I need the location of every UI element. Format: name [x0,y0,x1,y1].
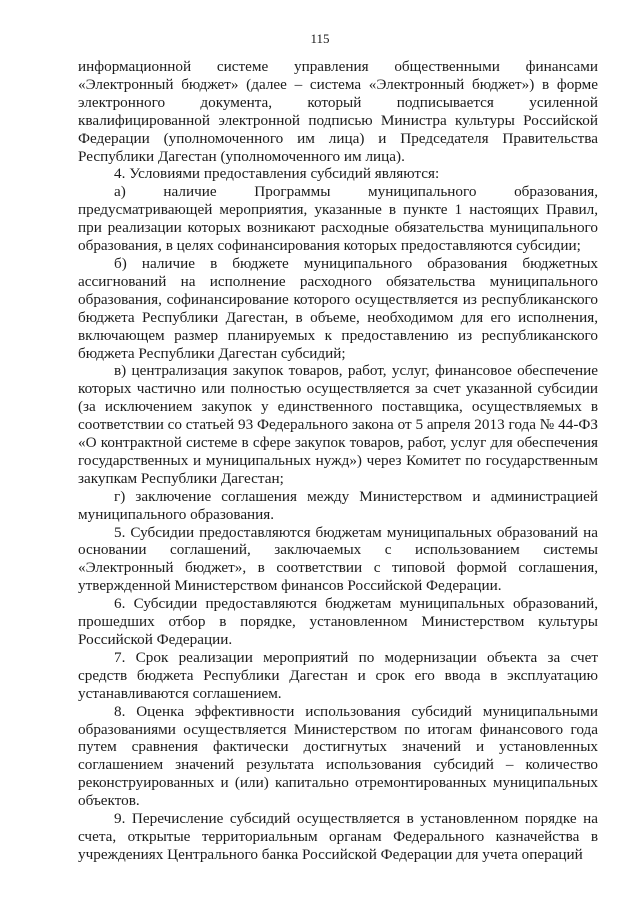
paragraph-clause-4: 4. Условиями предоставления субсидий являются: [114,165,440,183]
paragraph-clause-4b: б) наличие в бюджете муниципального образования бюджетных ассигнований на исполнение расходного обязательства муниципального образования, софинансирование которого осуществляется из республиканского бюджета Республики Дагестан, в объеме, необходимом для его исполнения, включающем размер планируемых к предоставлению из республиканского бюджета Республики Дагестан субсидий; [78,254,598,362]
paragraph-clause-4v: в) централизация закупок товаров, работ, услуг, финансовое обеспечение которых частично или полностью осуществляется за счет указанной субсидии (за исключением закупок у единственного поставщика, осуществляемых в соответствии со статьей 93 Федерального закона от 5 апреля 2013 года № 44-ФЗ «О контрактной системе в сфере закупок товаров, работ, услуг для обеспечения государственных и муниципальных нужд») через Комитет по государственным закупкам Республики Дагестан; [78,362,598,487]
paragraph-clause-7: 7. Срок реализации мероприятий по модернизации объекта за счет средств бюджета Республики Дагестан и срок его ввода в эксплуатацию устанавливаются соглашением. [78,648,598,702]
paragraph-clause-9: 9. Перечисление субсидий осуществляется в установленном порядке на счета, открытые территориальным органам Федерального казначейства в учреждениях Центрального банка Российской Федерации для учета операций [78,810,598,863]
paragraph-clause-8: 8. Оценка эффективности использования субсидий муниципальными образованиями осуществляется Министерством по итогам финансового года путем сравнения фактически достигнутых значений и установленных соглашением значений результата использования субсидий – количество реконструированных и (или) капитально отремонтированных муниципальных объектов. [78,702,598,810]
paragraph-clause-6: 6. Субсидии предоставляются бюджетам муниципальных образований, прошедших отбор в порядке, установленном Министерством культуры Российской Федерации. [78,595,598,648]
document-body [78,58,598,864]
paragraph-clause-5: 5. Субсидии предоставляются бюджетам муниципальных образований на основании соглашений, заключаемых с использованием системы «Электронный бюджет», в соответствии с типовой формой соглашения, утвержденной Министерством финансов Российской Федерации. [78,523,598,595]
page-number: 115 [310,31,330,46]
paragraph-continuation: информационной системе управления общественными финансами «Электронный бюджет» (далее – система «Электронный бюджет») в форме электронного документа, который подписывается усиленной квалифицированной электронной подписью Министра культуры Российской Федерации (уполномоченного им лица) и Председателя Правительства Республики Дагестан (уполномоченного им лица). [78,58,598,165]
paragraph-clause-4a: а) наличие Программы муниципального образования, предусматривающей мероприятия, указанные в пункте 1 настоящих Правил, при реализации которых возникают расходные обязательства муниципального образования, в целях софинансирования которых предоставляются субсидии; [78,183,598,255]
paragraph-clause-4g: г) заключение соглашения между Министерством и администрацией муниципального образования. [78,487,598,523]
